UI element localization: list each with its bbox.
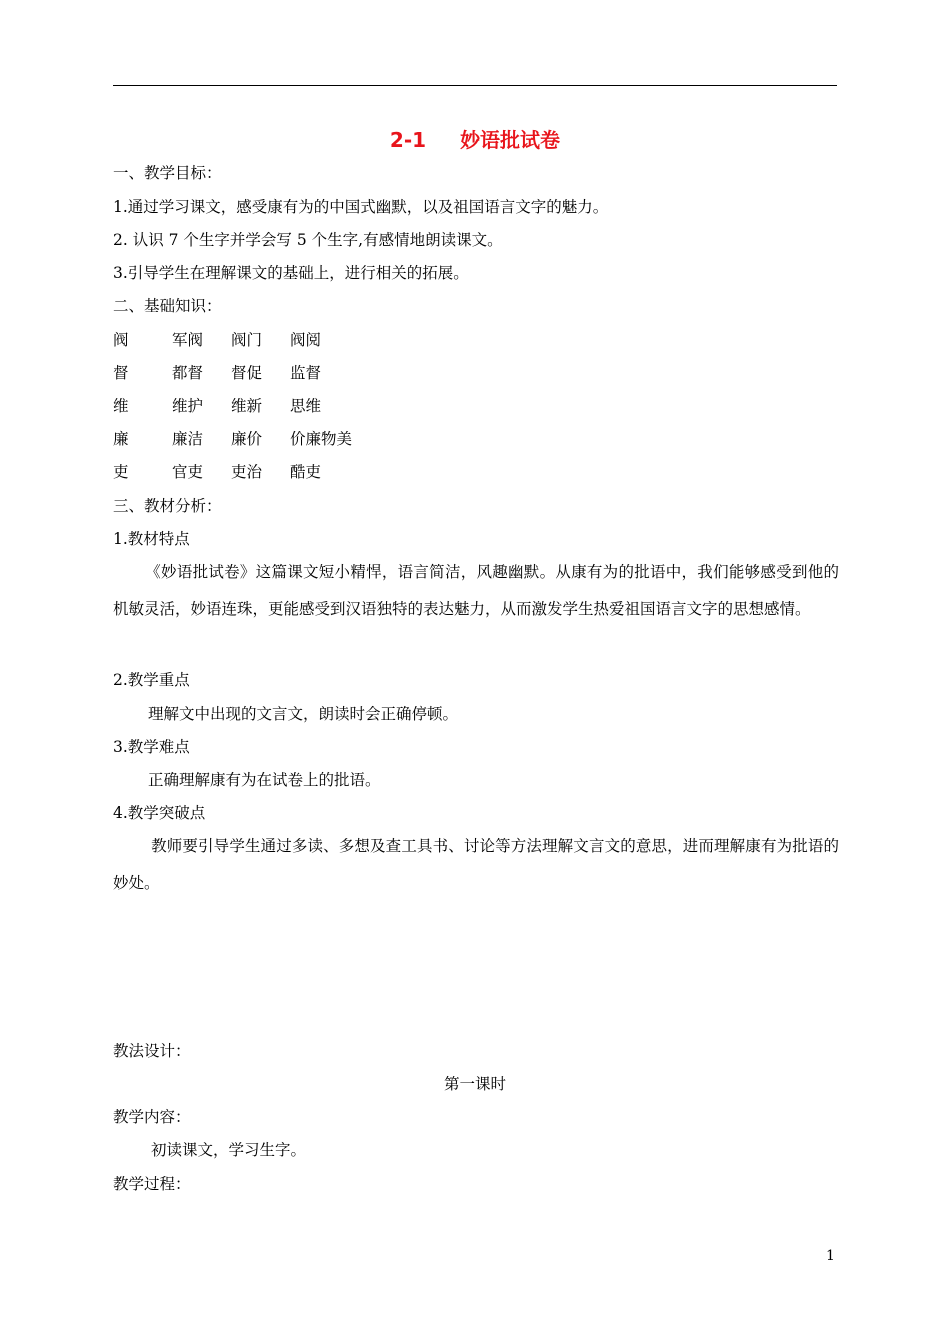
vocab-word: 军阀	[172, 331, 204, 349]
vocab-char: 维	[113, 397, 129, 415]
header-rule	[113, 85, 837, 86]
difficulty-text: 正确理解康有为在试卷上的批语。	[148, 771, 381, 789]
vocab-word: 维护	[172, 397, 204, 415]
lesson-title: 第一课时	[443, 1075, 506, 1093]
title-number: 2-1	[389, 128, 427, 152]
vocab-char: 吏	[113, 463, 129, 481]
features-paragraph	[113, 554, 839, 628]
page-title	[0, 124, 950, 153]
title-text: 妙语批试卷	[460, 128, 561, 152]
vocab-word: 阀阅	[290, 331, 322, 349]
method-heading: 教法设计：	[113, 1042, 191, 1060]
vocab-char: 阀	[113, 331, 129, 349]
vocab-word: 思维	[290, 397, 322, 415]
breakthrough-text: 教师要引导学生通过多读、多想及查工具书、讨论等方法理解文言文的意思，进而理解康有为批语的妙处。	[113, 837, 839, 892]
breakthrough-paragraph	[113, 828, 839, 902]
page-number: 1	[826, 1248, 835, 1264]
features-heading: 1.教材特点	[113, 530, 190, 548]
vocab-word: 酷吏	[290, 463, 322, 481]
vocab-word: 吏治	[231, 463, 263, 481]
goal-item: 2. 认识 7 个生字并学会写 5 个生字,有感情地朗读课文。	[113, 231, 503, 249]
goals-heading: 一、教学目标：	[113, 164, 222, 182]
focus-text: 理解文中出现的文言文，朗读时会正确停顿。	[148, 705, 459, 723]
vocab-word: 官吏	[172, 463, 204, 481]
difficulty-heading: 3.教学难点	[113, 738, 190, 756]
vocab-word: 维新	[231, 397, 263, 415]
features-text: 《妙语批试卷》这篇课文短小精悍，语言简洁，风趣幽默。从康有为的批语中，我们能够感受到他的机敏灵活，妙语连珠，更能感受到汉语独特的表达魅力，从而激发学生热爱祖国语言文字的思想感情。	[113, 563, 839, 618]
focus-heading: 2.教学重点	[113, 671, 190, 689]
vocab-word: 都督	[172, 364, 204, 382]
analysis-heading: 三、教材分析：	[113, 497, 222, 515]
goal-item: 1.通过学习课文，感受康有为的中国式幽默，以及祖国语言文字的魅力。	[113, 198, 609, 216]
vocab-word: 价廉物美	[290, 430, 353, 448]
process-heading: 教学过程：	[113, 1175, 191, 1193]
vocab-word: 监督	[290, 364, 322, 382]
breakthrough-heading: 4.教学突破点	[113, 804, 206, 822]
vocab-word: 督促	[231, 364, 263, 382]
vocab-char: 廉	[113, 430, 129, 448]
content-heading: 教学内容：	[113, 1108, 191, 1126]
goal-item: 3.引导学生在理解课文的基础上，进行相关的拓展。	[113, 264, 469, 282]
basics-heading: 二、基础知识：	[113, 297, 222, 315]
vocab-char: 督	[113, 364, 129, 382]
vocab-word: 廉价	[231, 430, 263, 448]
vocab-word: 阀门	[231, 331, 263, 349]
content-text: 初读课文，学习生字。	[151, 1141, 307, 1159]
vocab-word: 廉洁	[172, 430, 204, 448]
